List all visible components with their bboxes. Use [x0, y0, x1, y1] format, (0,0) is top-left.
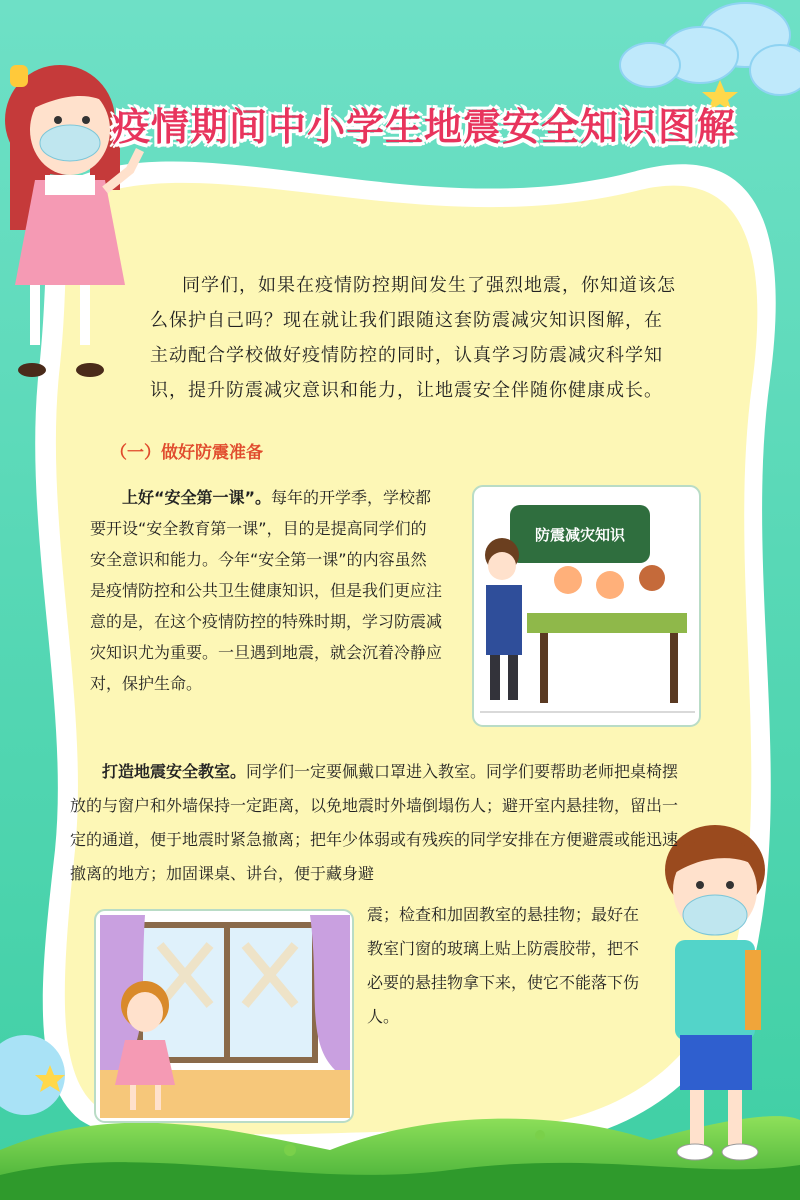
page-title: 疫情期间中小学生地震安全知识图解: [112, 105, 737, 149]
safe-classroom-paragraph: 打造地震安全教室。同学们一定要佩戴口罩进入教室。同学们要帮助老师把桌椅摆放的与窗户和外墙保持一定距离，以免地震时外墙倒塌伤人；避开室内悬挂物，留出一定的通道，便于地震时紧急撤离；把年少体弱或有残疾的同学安排在方便避震或能迅速撤离的地方；加固课桌、讲台，便于藏身避: [70, 762, 679, 883]
svg-text:防震减灾知识: 防震减灾知识: [534, 526, 626, 544]
window-illustration: [95, 910, 353, 1122]
intro-paragraph: 同学们，如果在疫情防控期间发生了强烈地震，你知道该怎么保护自己吗？现在就让我们跟随这套防震减灾知识图解，在主动配合学校做好疫情防控的同时，认真学习防震减灾科学知识，提升防震减灾意识和能力，让地震安全伴随你健康成长。: [150, 275, 676, 401]
safe-classroom-paragraph-continued: 震；检查和加固教室的悬挂物；最好在教室门窗的玻璃上贴上防震胶带，把不必要的悬挂物拿下来，使它不能落下伤人。: [367, 905, 640, 1026]
safety-first-lesson-paragraph: 上好“安全第一课”。每年的开学季，学校都要开设“安全教育第一课”，目的是提高同学们的安全意识和能力。今年“安全第一课”的内容虽然是疫情防控和公共卫生健康知识，但是我们更应注意的是，在这个疫情防控的特殊时期，学习防震减灾知识尤为重要。一旦遇到地震，就会沉着冷静应对，保护生命。: [90, 488, 443, 693]
section-heading: （一）做好防震准备: [110, 443, 263, 463]
classroom-illustration: [473, 486, 700, 726]
